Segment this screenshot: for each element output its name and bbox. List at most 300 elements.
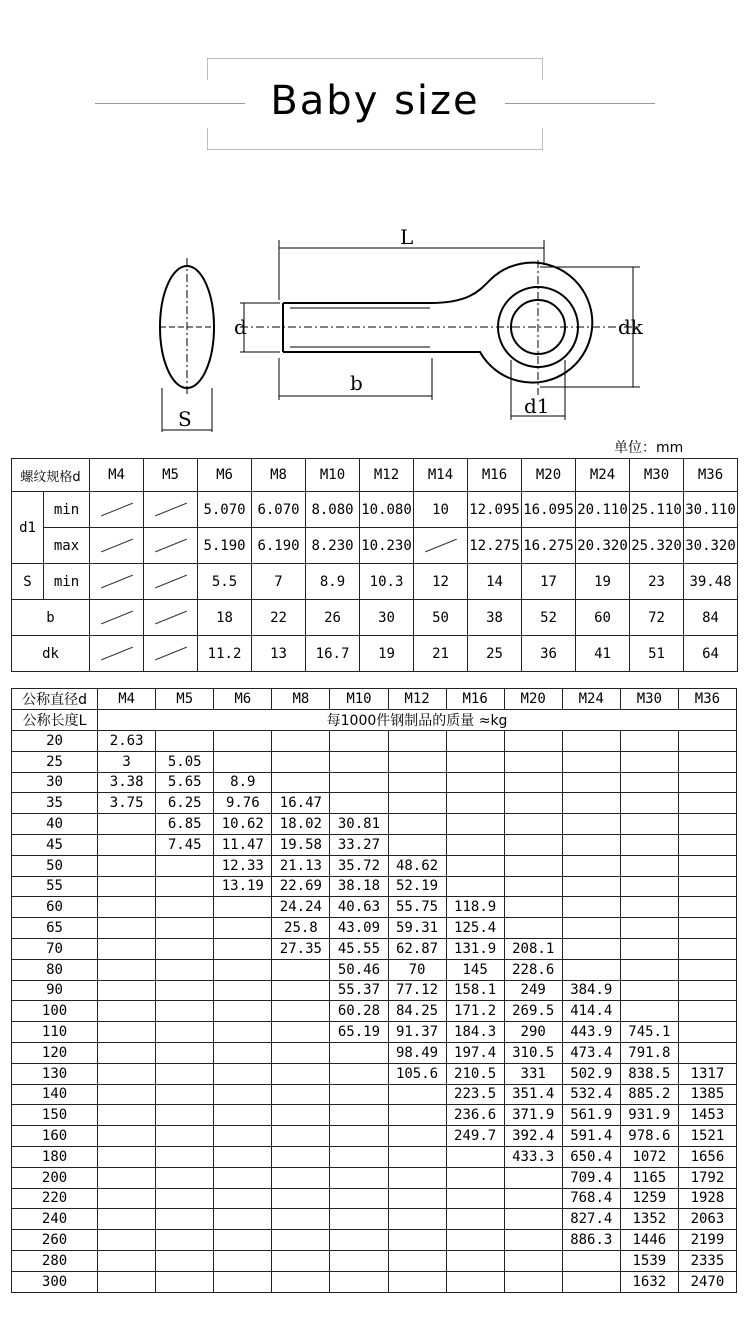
spec-value-cell: 6.070 bbox=[252, 492, 306, 528]
mass-value-cell: 19.58 bbox=[272, 834, 330, 855]
mass-value-cell bbox=[272, 1188, 330, 1209]
mass-value-cell bbox=[156, 1146, 214, 1167]
spec-value-cell: 38 bbox=[468, 600, 522, 636]
spec-value-cell: 50 bbox=[414, 600, 468, 636]
mass-value-cell: 43.09 bbox=[330, 918, 388, 939]
spec-value-cell: 30 bbox=[360, 600, 414, 636]
mass-value-cell bbox=[446, 1146, 504, 1167]
mass-value-cell bbox=[98, 1126, 156, 1147]
spec-value-cell bbox=[90, 600, 144, 636]
mass-subheader-row bbox=[12, 710, 737, 731]
mass-value-cell bbox=[272, 1084, 330, 1105]
mass-value-cell bbox=[562, 1250, 620, 1271]
mass-value-cell bbox=[446, 1167, 504, 1188]
mass-value-cell: 443.9 bbox=[562, 1022, 620, 1043]
mass-value-cell bbox=[214, 751, 272, 772]
mass-length-cell: 260 bbox=[12, 1230, 98, 1251]
mass-value-cell bbox=[678, 814, 736, 835]
mass-value-cell bbox=[504, 751, 562, 772]
spec-row-sublabel: min bbox=[44, 492, 90, 528]
mass-length-cell: 160 bbox=[12, 1126, 98, 1147]
mass-value-cell: 60.28 bbox=[330, 1001, 388, 1022]
mass-value-cell bbox=[214, 1042, 272, 1063]
mass-value-cell: 105.6 bbox=[388, 1063, 446, 1084]
mass-header-cell: M6 bbox=[214, 689, 272, 710]
mass-value-cell bbox=[214, 897, 272, 918]
mass-length-cell: 220 bbox=[12, 1188, 98, 1209]
mass-length-label: 公称长度L bbox=[12, 710, 98, 731]
mass-value-cell bbox=[504, 1250, 562, 1271]
spec-value-cell: 41 bbox=[576, 636, 630, 672]
mass-value-cell: 210.5 bbox=[446, 1063, 504, 1084]
empty-slash bbox=[155, 575, 187, 589]
mass-value-cell: 65.19 bbox=[330, 1022, 388, 1043]
mass-value-cell: 12.33 bbox=[214, 855, 272, 876]
spec-header-cell: M16 bbox=[468, 459, 522, 492]
mass-value-cell bbox=[214, 980, 272, 1001]
spec-value-cell: 14 bbox=[468, 564, 522, 600]
mass-value-cell bbox=[214, 1250, 272, 1271]
mass-value-cell bbox=[678, 980, 736, 1001]
mass-value-cell bbox=[98, 1209, 156, 1230]
mass-value-cell: 290 bbox=[504, 1022, 562, 1043]
mass-value-cell bbox=[330, 772, 388, 793]
mass-value-cell: 1521 bbox=[678, 1126, 736, 1147]
mass-length-cell: 25 bbox=[12, 751, 98, 772]
empty-slash bbox=[101, 647, 133, 661]
mass-value-cell bbox=[330, 1084, 388, 1105]
mass-value-cell: 16.47 bbox=[272, 793, 330, 814]
mass-value-cell: 91.37 bbox=[388, 1022, 446, 1043]
mass-value-cell bbox=[98, 1271, 156, 1292]
mass-value-cell bbox=[98, 814, 156, 835]
mass-value-cell bbox=[388, 1271, 446, 1292]
mass-length-cell: 240 bbox=[12, 1209, 98, 1230]
mass-row bbox=[12, 1084, 737, 1105]
spec-value-cell: 22 bbox=[252, 600, 306, 636]
mass-length-cell: 300 bbox=[12, 1271, 98, 1292]
mass-value-cell: 50.46 bbox=[330, 959, 388, 980]
mass-value-cell bbox=[678, 897, 736, 918]
mass-value-cell bbox=[98, 1250, 156, 1271]
mass-length-cell: 35 bbox=[12, 793, 98, 814]
spec-value-cell: 51 bbox=[630, 636, 684, 672]
spec-value-cell: 25.110 bbox=[630, 492, 684, 528]
mass-length-cell: 110 bbox=[12, 1022, 98, 1043]
mass-value-cell bbox=[214, 959, 272, 980]
mass-row bbox=[12, 918, 737, 939]
mass-value-cell: 27.35 bbox=[272, 938, 330, 959]
spec-header-cell: M12 bbox=[360, 459, 414, 492]
spec-value-cell: 60 bbox=[576, 600, 630, 636]
mass-value-cell: 10.62 bbox=[214, 814, 272, 835]
mass-value-cell bbox=[98, 1230, 156, 1251]
mass-value-cell bbox=[678, 731, 736, 752]
mass-value-cell: 18.02 bbox=[272, 814, 330, 835]
empty-slash bbox=[155, 611, 187, 625]
mass-value-cell bbox=[562, 772, 620, 793]
spec-value-cell bbox=[90, 492, 144, 528]
mass-value-cell: 269.5 bbox=[504, 1001, 562, 1022]
mass-value-cell bbox=[272, 772, 330, 793]
mass-value-cell bbox=[98, 980, 156, 1001]
mass-value-cell bbox=[330, 1146, 388, 1167]
mass-value-cell: 1453 bbox=[678, 1105, 736, 1126]
mass-value-cell: 768.4 bbox=[562, 1188, 620, 1209]
mass-value-cell bbox=[620, 938, 678, 959]
empty-slash bbox=[425, 539, 457, 553]
mass-value-cell bbox=[446, 1250, 504, 1271]
mass-value-cell bbox=[446, 855, 504, 876]
mass-value-cell bbox=[272, 1146, 330, 1167]
mass-value-cell bbox=[156, 980, 214, 1001]
mass-value-cell bbox=[214, 1230, 272, 1251]
spec-header-cell: M5 bbox=[144, 459, 198, 492]
mass-table bbox=[11, 688, 737, 1293]
mass-length-cell: 180 bbox=[12, 1146, 98, 1167]
mass-value-cell bbox=[272, 1271, 330, 1292]
mass-value-cell: 6.85 bbox=[156, 814, 214, 835]
spec-header-cell: M14 bbox=[414, 459, 468, 492]
mass-row bbox=[12, 1126, 737, 1147]
spec-value-cell: 8.9 bbox=[306, 564, 360, 600]
mass-value-cell bbox=[446, 1209, 504, 1230]
mass-value-cell bbox=[156, 918, 214, 939]
spec-value-cell: 21 bbox=[414, 636, 468, 672]
mass-value-cell: 1632 bbox=[620, 1271, 678, 1292]
mass-value-cell: 384.9 bbox=[562, 980, 620, 1001]
mass-value-cell bbox=[678, 1022, 736, 1043]
mass-value-cell bbox=[446, 772, 504, 793]
mass-value-cell bbox=[98, 1188, 156, 1209]
spec-row bbox=[12, 636, 738, 672]
spec-value-cell: 5.070 bbox=[198, 492, 252, 528]
spec-header-cell: M30 bbox=[630, 459, 684, 492]
mass-value-cell: 30.81 bbox=[330, 814, 388, 835]
mass-value-cell bbox=[156, 938, 214, 959]
label-d1: d1 bbox=[524, 394, 550, 418]
mass-value-cell bbox=[388, 834, 446, 855]
mass-header-cell: M30 bbox=[620, 689, 678, 710]
mass-value-cell bbox=[156, 1230, 214, 1251]
mass-value-cell: 1539 bbox=[620, 1250, 678, 1271]
mass-value-cell bbox=[388, 1250, 446, 1271]
mass-length-cell: 200 bbox=[12, 1167, 98, 1188]
mass-value-cell bbox=[330, 731, 388, 752]
mass-value-cell bbox=[620, 772, 678, 793]
mass-value-cell bbox=[678, 1042, 736, 1063]
mass-value-cell bbox=[562, 897, 620, 918]
spec-value-cell bbox=[144, 564, 198, 600]
mass-value-cell: 561.9 bbox=[562, 1105, 620, 1126]
spec-value-cell: 8.080 bbox=[306, 492, 360, 528]
mass-value-cell bbox=[214, 918, 272, 939]
label-L: L bbox=[400, 225, 414, 249]
unit-label: 单位：mm bbox=[614, 440, 684, 456]
mass-value-cell bbox=[678, 772, 736, 793]
mass-length-cell: 80 bbox=[12, 959, 98, 980]
spec-value-cell bbox=[144, 528, 198, 564]
spec-value-cell: 19 bbox=[576, 564, 630, 600]
mass-header-cell: M5 bbox=[156, 689, 214, 710]
mass-value-cell bbox=[388, 1230, 446, 1251]
spec-row-label: dk bbox=[12, 636, 90, 672]
spec-value-cell bbox=[144, 492, 198, 528]
spec-value-cell: 10.080 bbox=[360, 492, 414, 528]
mass-value-cell bbox=[98, 1001, 156, 1022]
spec-value-cell: 84 bbox=[684, 600, 738, 636]
mass-value-cell bbox=[620, 918, 678, 939]
spec-header-cell: M4 bbox=[90, 459, 144, 492]
mass-value-cell bbox=[156, 1188, 214, 1209]
mass-value-cell bbox=[98, 918, 156, 939]
spec-value-cell: 25 bbox=[468, 636, 522, 672]
mass-value-cell bbox=[330, 1250, 388, 1271]
mass-value-cell bbox=[562, 938, 620, 959]
mass-row bbox=[12, 1022, 737, 1043]
mass-length-cell: 20 bbox=[12, 731, 98, 752]
mass-caption: 每1000件钢制品的质量 ≈kg bbox=[98, 710, 737, 731]
mass-value-cell bbox=[272, 1209, 330, 1230]
mass-value-cell bbox=[620, 1001, 678, 1022]
mass-value-cell: 3 bbox=[98, 751, 156, 772]
mass-value-cell: 118.9 bbox=[446, 897, 504, 918]
mass-value-cell: 13.19 bbox=[214, 876, 272, 897]
mass-value-cell: 1792 bbox=[678, 1167, 736, 1188]
spec-value-cell: 5.5 bbox=[198, 564, 252, 600]
mass-value-cell bbox=[562, 855, 620, 876]
mass-value-cell bbox=[156, 1250, 214, 1271]
mass-value-cell: 24.24 bbox=[272, 897, 330, 918]
empty-slash bbox=[155, 647, 187, 661]
spec-row-label: d1 bbox=[12, 492, 44, 564]
mass-row bbox=[12, 1063, 737, 1084]
spec-value-cell: 23 bbox=[630, 564, 684, 600]
mass-value-cell: 45.55 bbox=[330, 938, 388, 959]
mass-value-cell: 1165 bbox=[620, 1167, 678, 1188]
spec-value-cell bbox=[144, 636, 198, 672]
mass-value-cell bbox=[272, 1063, 330, 1084]
mass-value-cell: 2335 bbox=[678, 1250, 736, 1271]
mass-length-cell: 40 bbox=[12, 814, 98, 835]
mass-value-cell bbox=[272, 1167, 330, 1188]
mass-value-cell: 331 bbox=[504, 1063, 562, 1084]
mass-value-cell: 931.9 bbox=[620, 1105, 678, 1126]
mass-header-cell: M36 bbox=[678, 689, 736, 710]
mass-length-cell: 50 bbox=[12, 855, 98, 876]
spec-value-cell: 10.3 bbox=[360, 564, 414, 600]
spec-header-cell: M36 bbox=[684, 459, 738, 492]
mass-value-cell bbox=[620, 793, 678, 814]
empty-slash bbox=[155, 539, 187, 553]
spec-value-cell: 7 bbox=[252, 564, 306, 600]
mass-row bbox=[12, 814, 737, 835]
mass-value-cell: 351.4 bbox=[504, 1084, 562, 1105]
spec-value-cell: 5.190 bbox=[198, 528, 252, 564]
mass-value-cell bbox=[330, 751, 388, 772]
spec-row bbox=[12, 528, 738, 564]
spec-value-cell: 12 bbox=[414, 564, 468, 600]
mass-value-cell bbox=[156, 1001, 214, 1022]
mass-value-cell bbox=[504, 1230, 562, 1251]
spec-value-cell bbox=[90, 528, 144, 564]
mass-value-cell bbox=[98, 959, 156, 980]
mass-row bbox=[12, 980, 737, 1001]
mass-value-cell: 125.4 bbox=[446, 918, 504, 939]
spec-row-sublabel: max bbox=[44, 528, 90, 564]
spec-row bbox=[12, 600, 738, 636]
mass-length-cell: 60 bbox=[12, 897, 98, 918]
spec-value-cell bbox=[414, 528, 468, 564]
mass-value-cell bbox=[446, 1188, 504, 1209]
mass-value-cell bbox=[98, 1167, 156, 1188]
mass-value-cell: 1352 bbox=[620, 1209, 678, 1230]
mass-value-cell: 709.4 bbox=[562, 1167, 620, 1188]
mass-value-cell bbox=[330, 1188, 388, 1209]
mass-value-cell bbox=[156, 959, 214, 980]
title-banner bbox=[0, 0, 750, 200]
spec-value-cell: 17 bbox=[522, 564, 576, 600]
mass-length-cell: 90 bbox=[12, 980, 98, 1001]
mass-value-cell: 70 bbox=[388, 959, 446, 980]
mass-value-cell: 502.9 bbox=[562, 1063, 620, 1084]
spec-value-cell: 39.48 bbox=[684, 564, 738, 600]
mass-length-cell: 150 bbox=[12, 1105, 98, 1126]
mass-value-cell bbox=[98, 834, 156, 855]
mass-value-cell bbox=[272, 1042, 330, 1063]
mass-length-cell: 70 bbox=[12, 938, 98, 959]
mass-value-cell bbox=[504, 876, 562, 897]
mass-value-cell bbox=[446, 793, 504, 814]
mass-value-cell bbox=[562, 834, 620, 855]
mass-value-cell: 38.18 bbox=[330, 876, 388, 897]
mass-value-cell bbox=[678, 751, 736, 772]
mass-value-cell bbox=[330, 1042, 388, 1063]
mass-value-cell bbox=[446, 814, 504, 835]
mass-value-cell bbox=[214, 1188, 272, 1209]
mass-value-cell: 838.5 bbox=[620, 1063, 678, 1084]
mass-value-cell bbox=[678, 918, 736, 939]
mass-value-cell bbox=[214, 1084, 272, 1105]
mass-value-cell bbox=[678, 1001, 736, 1022]
mass-value-cell bbox=[214, 1001, 272, 1022]
mass-value-cell: 532.4 bbox=[562, 1084, 620, 1105]
mass-value-cell bbox=[330, 1271, 388, 1292]
mass-value-cell: 35.72 bbox=[330, 855, 388, 876]
spec-value-cell bbox=[90, 564, 144, 600]
mass-value-cell bbox=[388, 1126, 446, 1147]
mass-value-cell: 249.7 bbox=[446, 1126, 504, 1147]
mass-value-cell: 1317 bbox=[678, 1063, 736, 1084]
mass-value-cell: 171.2 bbox=[446, 1001, 504, 1022]
mass-value-cell bbox=[620, 897, 678, 918]
mass-value-cell bbox=[98, 1105, 156, 1126]
spec-value-cell: 20.110 bbox=[576, 492, 630, 528]
mass-header-cell: M24 bbox=[562, 689, 620, 710]
spec-header-row bbox=[12, 459, 738, 492]
mass-value-cell bbox=[620, 876, 678, 897]
mass-value-cell bbox=[504, 1188, 562, 1209]
mass-value-cell bbox=[562, 793, 620, 814]
mass-length-cell: 280 bbox=[12, 1250, 98, 1271]
mass-header-cell: M12 bbox=[388, 689, 446, 710]
mass-value-cell: 22.69 bbox=[272, 876, 330, 897]
mass-value-cell: 98.49 bbox=[388, 1042, 446, 1063]
spec-value-cell: 16.095 bbox=[522, 492, 576, 528]
mass-value-cell: 236.6 bbox=[446, 1105, 504, 1126]
mass-value-cell: 371.9 bbox=[504, 1105, 562, 1126]
spec-value-cell: 6.190 bbox=[252, 528, 306, 564]
mass-value-cell: 11.47 bbox=[214, 834, 272, 855]
mass-value-cell: 1656 bbox=[678, 1146, 736, 1167]
mass-value-cell: 827.4 bbox=[562, 1209, 620, 1230]
mass-value-cell bbox=[446, 834, 504, 855]
mass-value-cell bbox=[446, 751, 504, 772]
mass-length-cell: 120 bbox=[12, 1042, 98, 1063]
mass-value-cell: 3.75 bbox=[98, 793, 156, 814]
mass-length-cell: 30 bbox=[12, 772, 98, 793]
mass-value-cell: 2.63 bbox=[98, 731, 156, 752]
label-d: d bbox=[234, 315, 247, 339]
spec-value-cell: 10.230 bbox=[360, 528, 414, 564]
page-title: Baby size bbox=[270, 78, 480, 124]
mass-value-cell: 33.27 bbox=[330, 834, 388, 855]
spec-row-label: b bbox=[12, 600, 90, 636]
mass-value-cell: 2063 bbox=[678, 1209, 736, 1230]
mass-row bbox=[12, 1001, 737, 1022]
mass-header-cell: M4 bbox=[98, 689, 156, 710]
mass-value-cell: 25.8 bbox=[272, 918, 330, 939]
spec-value-cell: 36 bbox=[522, 636, 576, 672]
label-dk: dk bbox=[618, 315, 643, 339]
mass-row bbox=[12, 1105, 737, 1126]
mass-value-cell: 21.13 bbox=[272, 855, 330, 876]
mass-value-cell bbox=[214, 1209, 272, 1230]
mass-value-cell bbox=[272, 731, 330, 752]
label-S: S bbox=[178, 407, 192, 431]
spec-value-cell: 64 bbox=[684, 636, 738, 672]
mass-value-cell bbox=[98, 897, 156, 918]
mass-row bbox=[12, 1209, 737, 1230]
spec-value-cell: 20.320 bbox=[576, 528, 630, 564]
mass-value-cell bbox=[272, 959, 330, 980]
mass-value-cell bbox=[620, 980, 678, 1001]
mass-value-cell: 1072 bbox=[620, 1146, 678, 1167]
mass-row bbox=[12, 1042, 737, 1063]
mass-value-cell bbox=[504, 834, 562, 855]
mass-row bbox=[12, 855, 737, 876]
mass-value-cell: 249 bbox=[504, 980, 562, 1001]
mass-value-cell bbox=[98, 876, 156, 897]
empty-slash bbox=[101, 575, 133, 589]
mass-value-cell bbox=[678, 793, 736, 814]
mass-value-cell bbox=[504, 897, 562, 918]
mass-value-cell bbox=[678, 855, 736, 876]
mass-value-cell bbox=[156, 897, 214, 918]
mass-value-cell bbox=[98, 1022, 156, 1043]
mass-value-cell bbox=[272, 980, 330, 1001]
mass-value-cell bbox=[504, 772, 562, 793]
mass-length-cell: 100 bbox=[12, 1001, 98, 1022]
mass-length-cell: 130 bbox=[12, 1063, 98, 1084]
mass-row bbox=[12, 897, 737, 918]
empty-slash bbox=[101, 539, 133, 553]
mass-value-cell: 77.12 bbox=[388, 980, 446, 1001]
mass-row bbox=[12, 834, 737, 855]
spec-value-cell: 10 bbox=[414, 492, 468, 528]
spec-table bbox=[11, 458, 738, 672]
spec-header-cell: M6 bbox=[198, 459, 252, 492]
